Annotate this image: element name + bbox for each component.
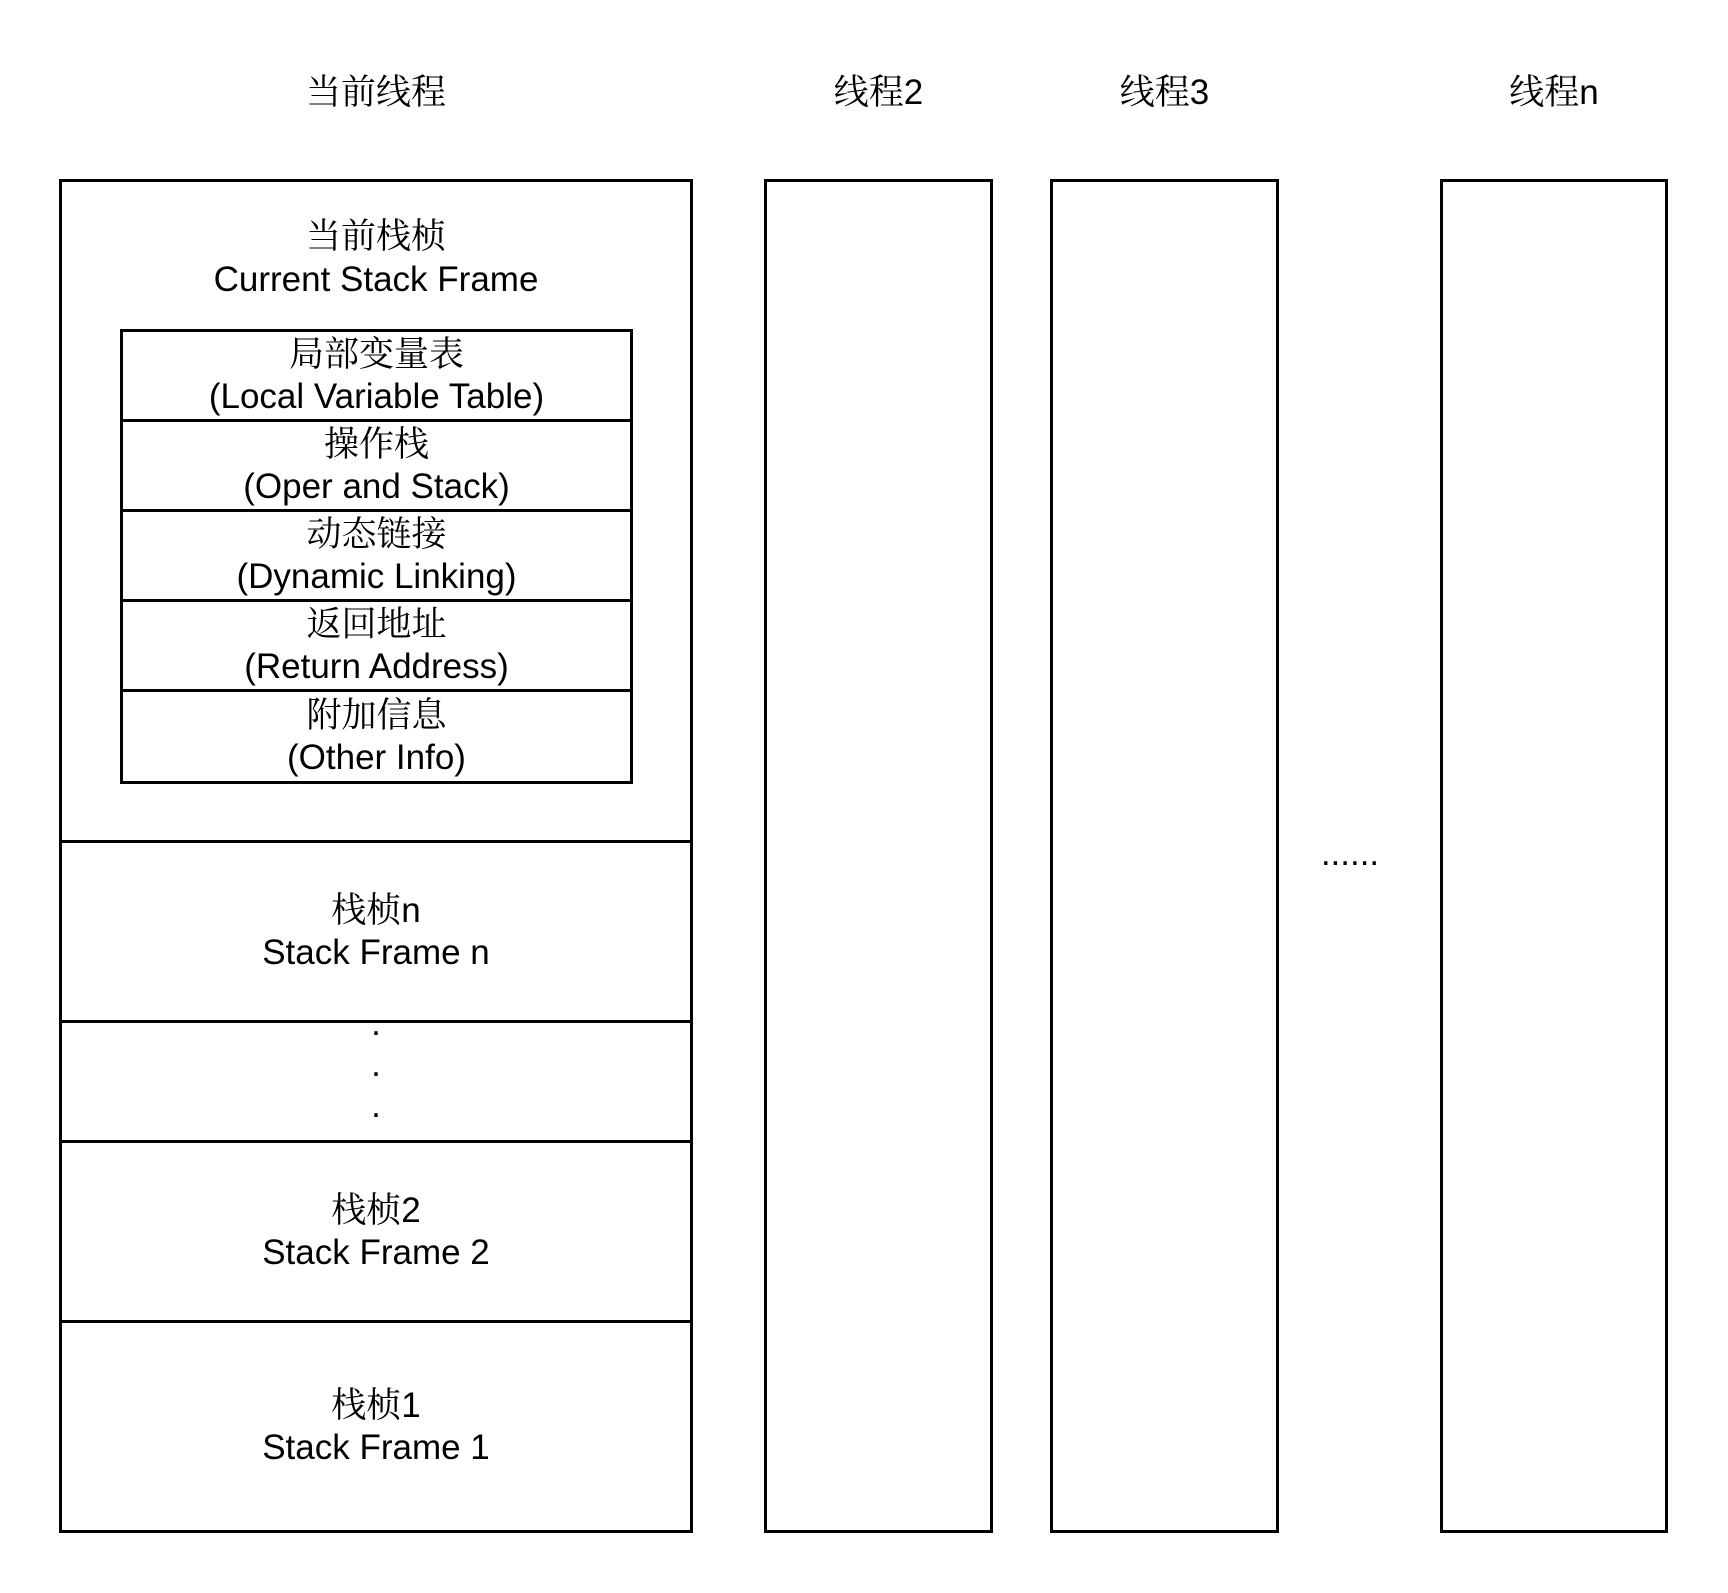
stack-frame-label-en: Stack Frame n — [262, 932, 490, 972]
frame-part-label-zh: 局部变量表 — [288, 334, 464, 374]
stack-frame-2 — [59, 1143, 693, 1320]
frame-part-label-zh: 动态链接 — [306, 514, 447, 554]
frame-part-label-zh: 操作栈 — [323, 424, 429, 464]
stack-frame-label-zh: 栈桢1 — [331, 1385, 421, 1425]
thread-box-2 — [764, 179, 993, 1533]
frame-part-local-variable-table — [123, 332, 630, 422]
thread-header-3: 线程3 — [1119, 73, 1210, 112]
frame-part-label-zh: 附加信息 — [306, 695, 447, 735]
frame-part-label-zh: 返回地址 — [306, 604, 447, 644]
frame-part-return-address — [123, 602, 630, 692]
frame-gap-dot: . — [371, 1045, 381, 1084]
thread-header-current: 当前线程 — [305, 73, 446, 112]
stack-frame-label-zh: 栈桢n — [331, 890, 421, 930]
thread-ellipsis: ...... — [1320, 834, 1380, 873]
stack-frame-label-en: Stack Frame 2 — [262, 1232, 490, 1272]
frame-gap-dot: . — [371, 1004, 381, 1043]
current-frame-title — [59, 215, 693, 301]
current-frame-title-en: Current Stack Frame — [213, 260, 539, 299]
thread-box-3 — [1050, 179, 1279, 1533]
stack-frame-1 — [59, 1323, 693, 1530]
thread-box-n — [1440, 179, 1668, 1533]
frame-part-label-en: (Oper and Stack) — [243, 466, 510, 506]
frame-gap-dot: . — [371, 1086, 381, 1125]
frame-part-label-en: (Return Address) — [244, 646, 509, 686]
stack-frame-label-zh: 栈桢2 — [331, 1190, 421, 1230]
frame-part-other-info — [123, 692, 630, 781]
stack-frame-label-en: Stack Frame 1 — [262, 1427, 490, 1467]
thread-header-n: 线程n — [1509, 73, 1599, 112]
current-frame-title-zh: 当前栈桢 — [305, 217, 446, 256]
current-frame-table — [120, 329, 633, 784]
frame-part-dynamic-linking — [123, 512, 630, 602]
frame-part-operand-stack — [123, 422, 630, 512]
frame-part-label-en: (Other Info) — [287, 737, 466, 777]
frame-part-label-en: (Local Variable Table) — [208, 376, 545, 416]
thread-header-2: 线程2 — [833, 73, 924, 112]
stack-frame-n — [59, 843, 693, 1020]
frame-part-label-en: (Dynamic Linking) — [236, 556, 517, 596]
